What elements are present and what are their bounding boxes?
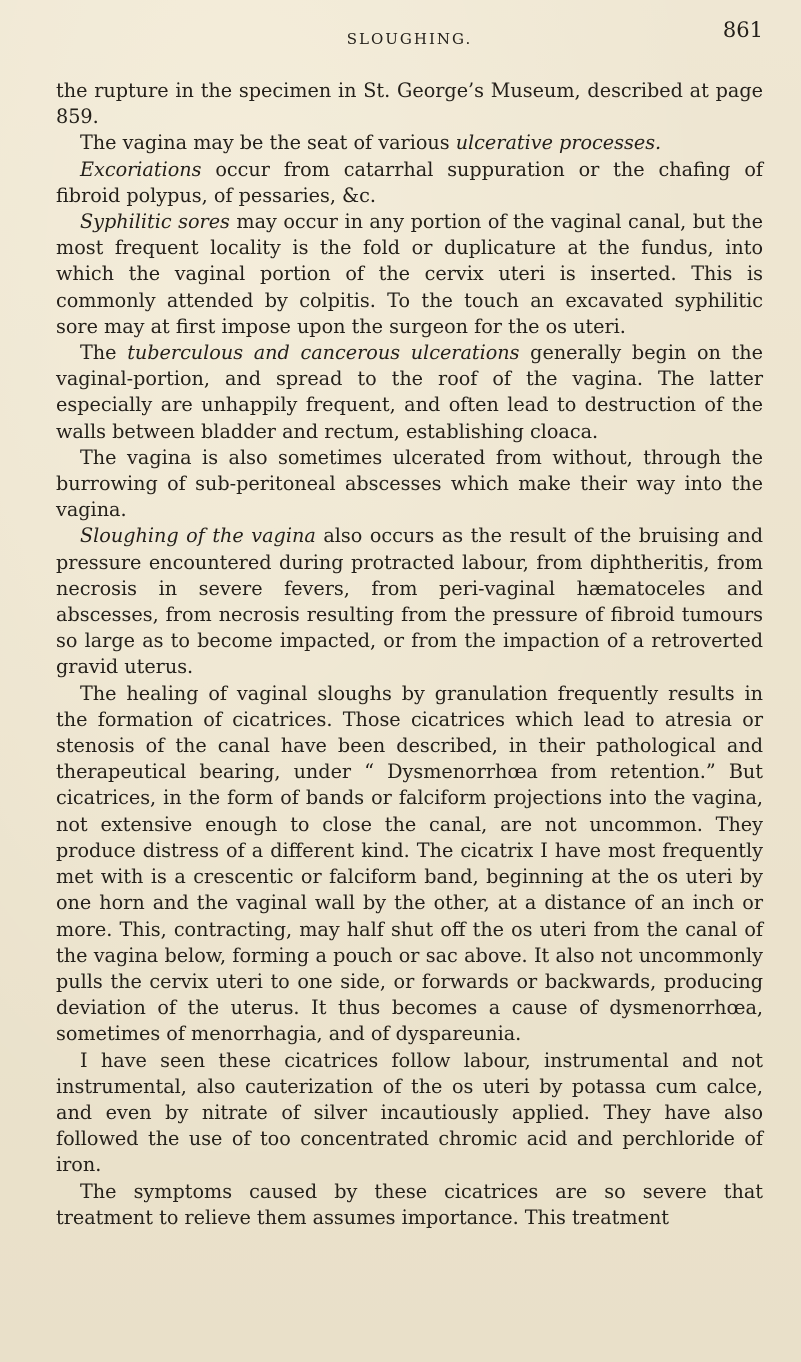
paragraph [56,1179,763,1231]
paragraph [56,78,763,130]
running-title: SLOUGHING. [346,30,473,48]
paragraph [56,130,763,156]
text-run: The symptoms caused by these cicatrices are so severe that treatment to relieve them assumes importance. This treatment [56,1179,763,1229]
text-run: The vagina is also sometimes ulcerated from without, through the burrowing of sub-peritoneal abscesses which make their way into the vagina. [56,445,763,522]
body-text [56,78,763,1231]
paragraph [56,681,763,1048]
italic-text-run: Syphilitic sores [80,210,230,234]
page-number: 861 [722,18,763,42]
text-run: the rupture in the specimen in St. George’s Museum, described at page 859. [56,79,763,129]
text-run: may occur in any portion of the vaginal canal, but the most frequent locality is the fold or duplicature at the fundus, into which the vaginal portion of the cervix uteri is inserted. This is commonly attended by colpitis. To the touch an excavated syphilitic sore may at first impose upon the surgeon for the os uteri. [56,210,764,338]
paragraph [56,340,763,445]
text-run: generally begin on the vaginal-portion, and spread to the roof of the vagina. The latter especially are unhappily frequent, and often lead to destruction of the walls between bladder and rectum, establishing cloaca. [56,341,763,443]
paragraph [56,157,763,209]
running-head [56,0,763,78]
italic-text-run: ulcerative processes. [455,131,662,155]
italic-text-run: Sloughing of the vagina [80,524,316,548]
paragraph [56,209,763,340]
paragraph [56,445,763,524]
text-run: The vagina may be the seat of various [80,131,456,155]
paragraph [56,523,763,680]
text-run: also occurs as the result of the bruising and pressure encountered during protracted labour, from diphtheritis, from necrosis in severe fevers, from peri-vaginal hæmatoceles and abscesses, from necrosis resulting from the pressure of fibroid tumours so large as to become impacted, or from the impaction of a retroverted gravid uterus. [56,524,763,679]
text-run: The healing of vaginal sloughs by granulation frequently results in the formation of cicatrices. Those cicatrices which lead to atresia or stenosis of the canal have been described, in their pathological and therapeutical bearing, under “ Dysmenorrhœa from retention.” But cicatrices, in the form of bands or falciform projections into the vagina, not extensive enough to close the canal, are not uncommon. They produce distress of a different kind. The cicatrix I have most frequently met with is a crescentic or falciform band, beginning at the os uteri by one horn and the vaginal wall by the other, at a distance of an inch or more. This, contracting, may half shut off the os uteri from the canal of the vagina below, forming a pouch or sac above. It also not uncommonly pulls the cervix uteri to one side, or forwards or backwards, producing deviation of the uterus. It thus becomes a cause of dysmenorrhœa, sometimes of menorrhagia, and of dyspareunia. [56,681,763,1046]
paragraph [56,1048,763,1179]
text-run: The [80,341,128,365]
italic-text-run: tuberculous and cancerous ulcerations [127,341,520,365]
italic-text-run: Excoriations [80,157,202,181]
text-run: I have seen these cicatrices follow labour, instrumental and not instrumental, also cauterization of the os uteri by potassa cum calce, and even by nitrate of silver incautiously applied. They have also followed the use of too concentrated chromic acid and perchloride of iron. [56,1048,763,1177]
text-run: occur from catarrhal suppuration or the chafing of fibroid polypus, of pessaries, &c. [56,157,763,207]
